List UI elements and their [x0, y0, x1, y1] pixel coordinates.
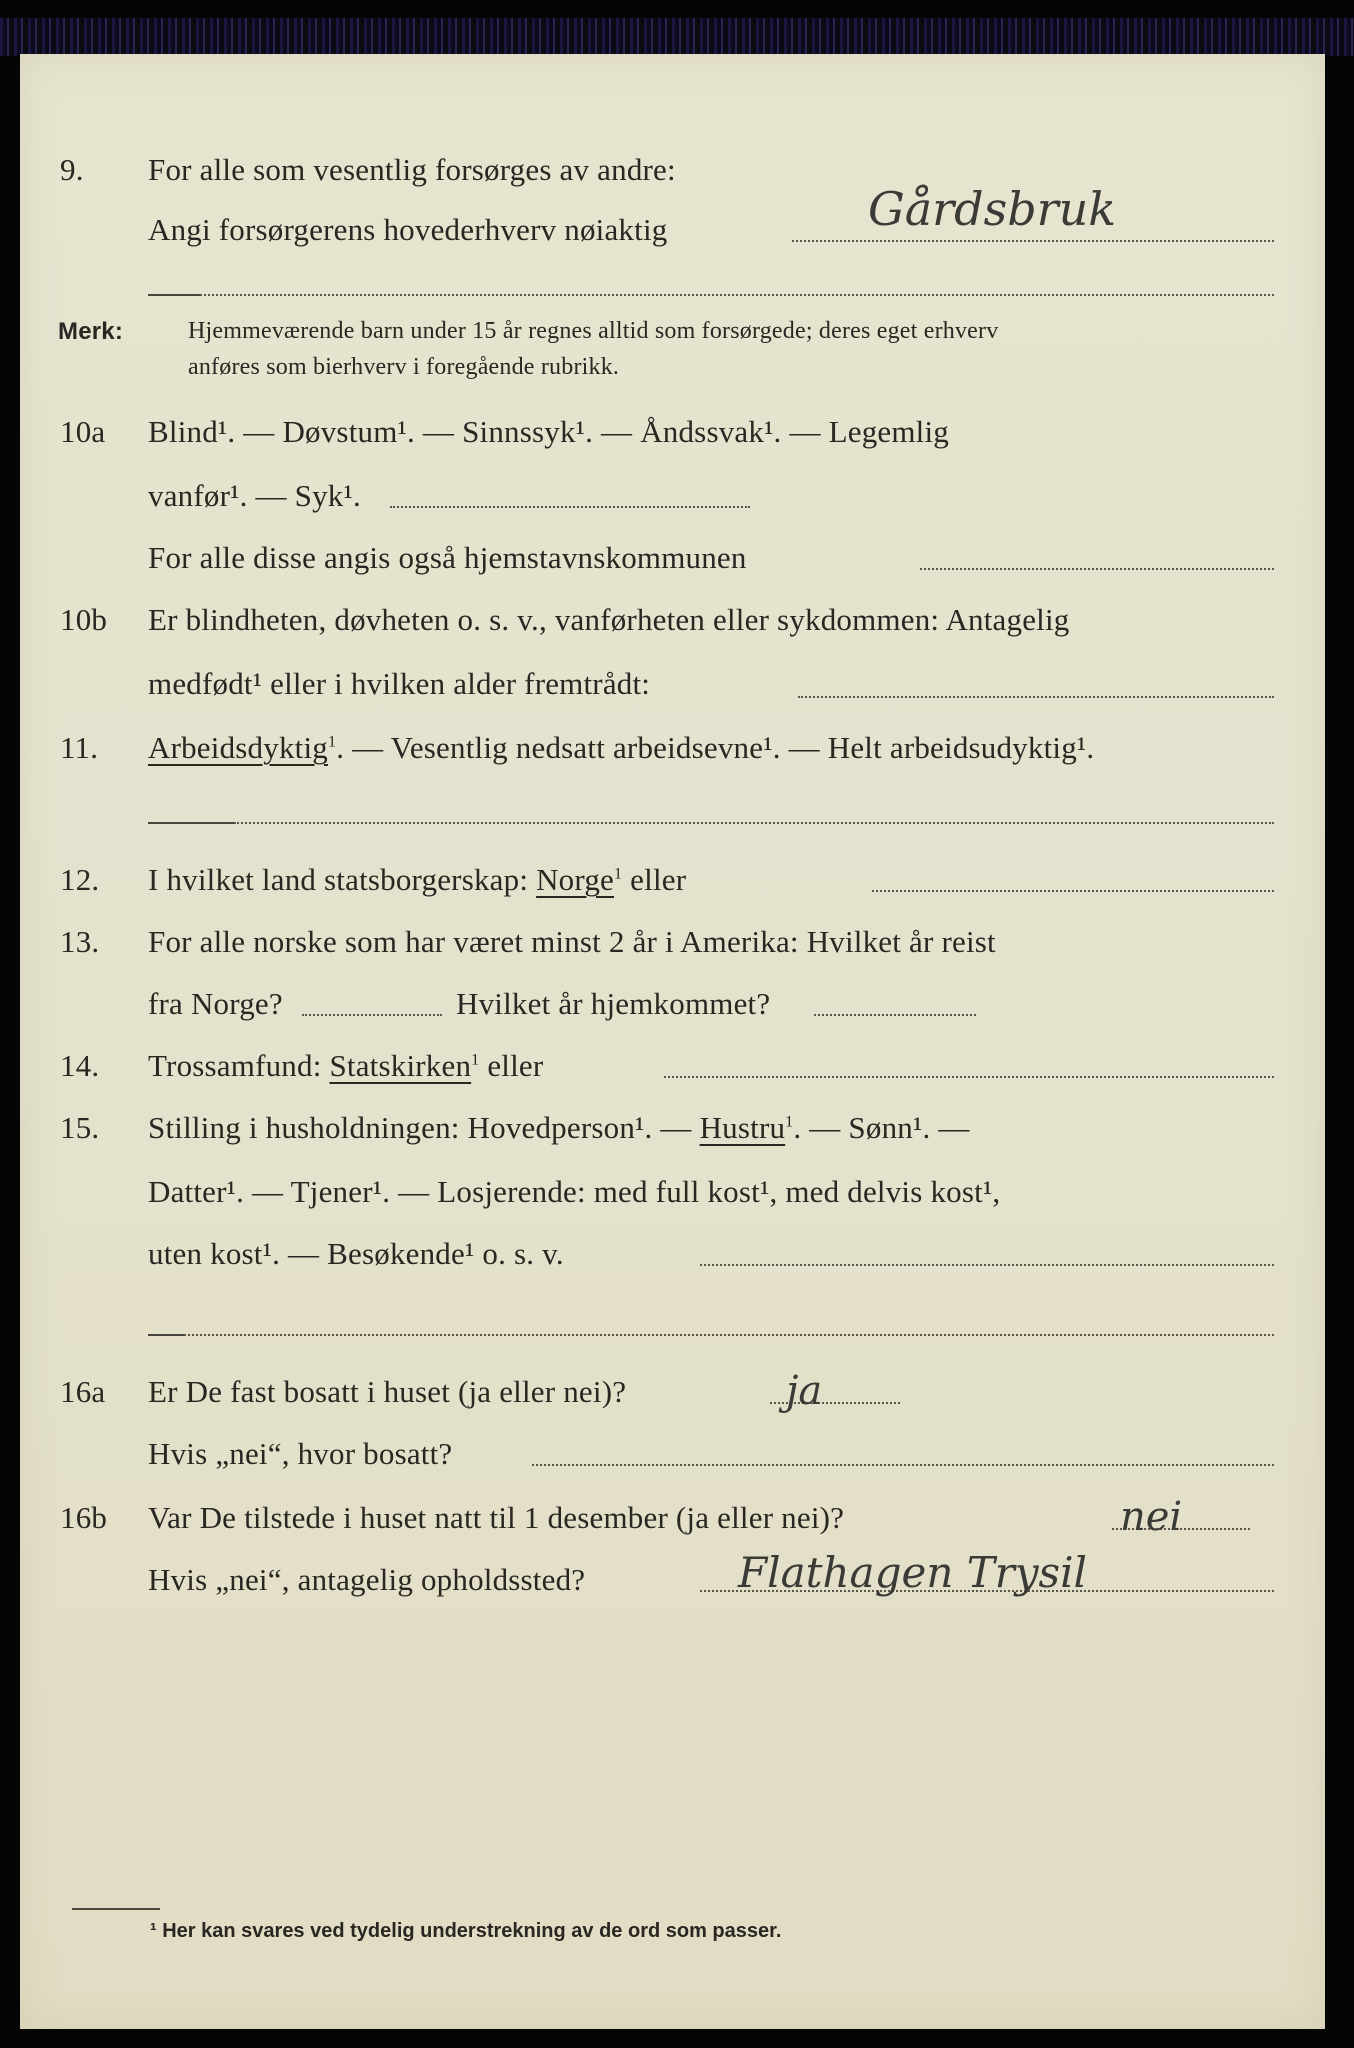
- question-number: 12.: [60, 862, 100, 897]
- question-text: For alle norske som har været minst 2 år i Amerika: Hvilket år reist: [148, 924, 996, 959]
- question-text: Arbeidsdyktig$^1$. — Vesentlig nedsatt arbeidsevne¹. — Helt arbeidsudyktig¹.: [148, 730, 1095, 765]
- answer-field-q15[interactable]: [700, 1264, 1274, 1266]
- answer-field-q9-extra[interactable]: [200, 294, 1274, 296]
- question-number: 10b: [60, 602, 108, 637]
- answer-field-q10b[interactable]: [798, 696, 1274, 698]
- footnote: [150, 1920, 781, 1943]
- note-label: Merk:: [58, 318, 124, 345]
- answer-field-q14[interactable]: [664, 1076, 1274, 1078]
- handwritten-answer-q9: Gårdsbruk: [868, 182, 1117, 236]
- question-text: Er De fast bosatt i huset (ja eller nei)?: [148, 1374, 627, 1409]
- question-number: 14.: [60, 1048, 100, 1083]
- answer-field-q9[interactable]: [792, 240, 1274, 242]
- question-text: uten kost¹. — Besøkende¹ o. s. v.: [148, 1236, 564, 1271]
- question-text: Blind¹. — Døvstum¹. — Sinnssyk¹. — Åndssvak¹. — Legemlig: [148, 414, 950, 449]
- answer-field-q11[interactable]: [234, 822, 1274, 824]
- question-number: 16b: [60, 1500, 108, 1535]
- answer-field-hjemstavnskommune[interactable]: [920, 568, 1274, 570]
- handwritten-answer-nei: nei: [1120, 1494, 1183, 1540]
- question-text: Er blindheten, døvheten o. s. v., vanførheten eller sykdommen: Antagelig: [148, 602, 1070, 637]
- question-number: 10a: [60, 414, 106, 449]
- question-number: 16a: [60, 1374, 106, 1409]
- question-text: For alle som vesentlig forsørges av andre:: [148, 152, 676, 187]
- question-text: Hvilket år hjemkommet?: [456, 986, 771, 1021]
- question-number: 11.: [60, 730, 99, 765]
- answer-field-year-returned[interactable]: [814, 1014, 976, 1016]
- handwritten-answer-ja: ja: [786, 1368, 823, 1414]
- question-text: vanfør¹. — Syk¹.: [148, 478, 361, 513]
- divider: [148, 1334, 184, 1336]
- underlined-option[interactable]: Hustru: [699, 1110, 786, 1145]
- question-text: Stilling i husholdningen: Hovedperson¹. — Hustru$^1$. — Sønn¹. —: [148, 1110, 970, 1145]
- question-text: Hvis „nei“, hvor bosatt?: [148, 1436, 453, 1471]
- underlined-option[interactable]: Arbeidsdyktig: [148, 730, 328, 765]
- underlined-option[interactable]: Norge: [536, 862, 615, 897]
- question-number: 13.: [60, 924, 100, 959]
- census-form-page: [20, 54, 1325, 2029]
- divider: [148, 822, 234, 824]
- question-number: 15.: [60, 1110, 100, 1145]
- footnote-marker: ¹: [150, 1920, 157, 1942]
- underlined-option[interactable]: Statskirken: [329, 1048, 472, 1083]
- question-text: medfødt¹ eller i hvilken alder fremtrådt:: [148, 666, 651, 701]
- answer-field-year-left[interactable]: [302, 1014, 442, 1016]
- footnote-text: Her kan svares ved tydelig understrekning av de ord som passer.: [162, 1920, 782, 1942]
- note-text: anføres som bierhverv i foregående rubrikk.: [188, 354, 620, 380]
- question-text: For alle disse angis også hjemstavnskommunen: [148, 540, 747, 575]
- divider: [148, 294, 200, 296]
- question-text: Trossamfund: Statskirken$^1$ eller: [148, 1048, 544, 1083]
- question-text: fra Norge?: [148, 986, 283, 1021]
- scan-top-strip: [0, 0, 1354, 56]
- question-text: Datter¹. — Tjener¹. — Losjerende: med full kost¹, med delvis kost¹,: [148, 1174, 1001, 1209]
- note-text: Hjemmeværende barn under 15 år regnes alltid som forsørgede; deres eget erhverv: [188, 318, 999, 344]
- answer-field-q10a[interactable]: [390, 506, 750, 508]
- footnote-rule: [72, 1908, 160, 1910]
- question-text: Hvis „nei“, antagelig opholdssted?: [148, 1562, 586, 1597]
- answer-field-q12[interactable]: [872, 890, 1274, 892]
- handwritten-answer-opholdssted: Flathagen Trysil: [738, 1548, 1087, 1597]
- answer-field-hvor-bosatt[interactable]: [532, 1464, 1274, 1466]
- question-text: Angi forsørgerens hovederhverv nøiaktig: [148, 212, 668, 247]
- answer-field-q15-extra[interactable]: [184, 1334, 1274, 1336]
- question-number: 9.: [60, 152, 84, 187]
- question-text: Var De tilstede i huset natt til 1 desember (ja eller nei)?: [148, 1500, 845, 1535]
- question-text: I hvilket land statsborgerskap: Norge$^1$ eller: [148, 862, 687, 897]
